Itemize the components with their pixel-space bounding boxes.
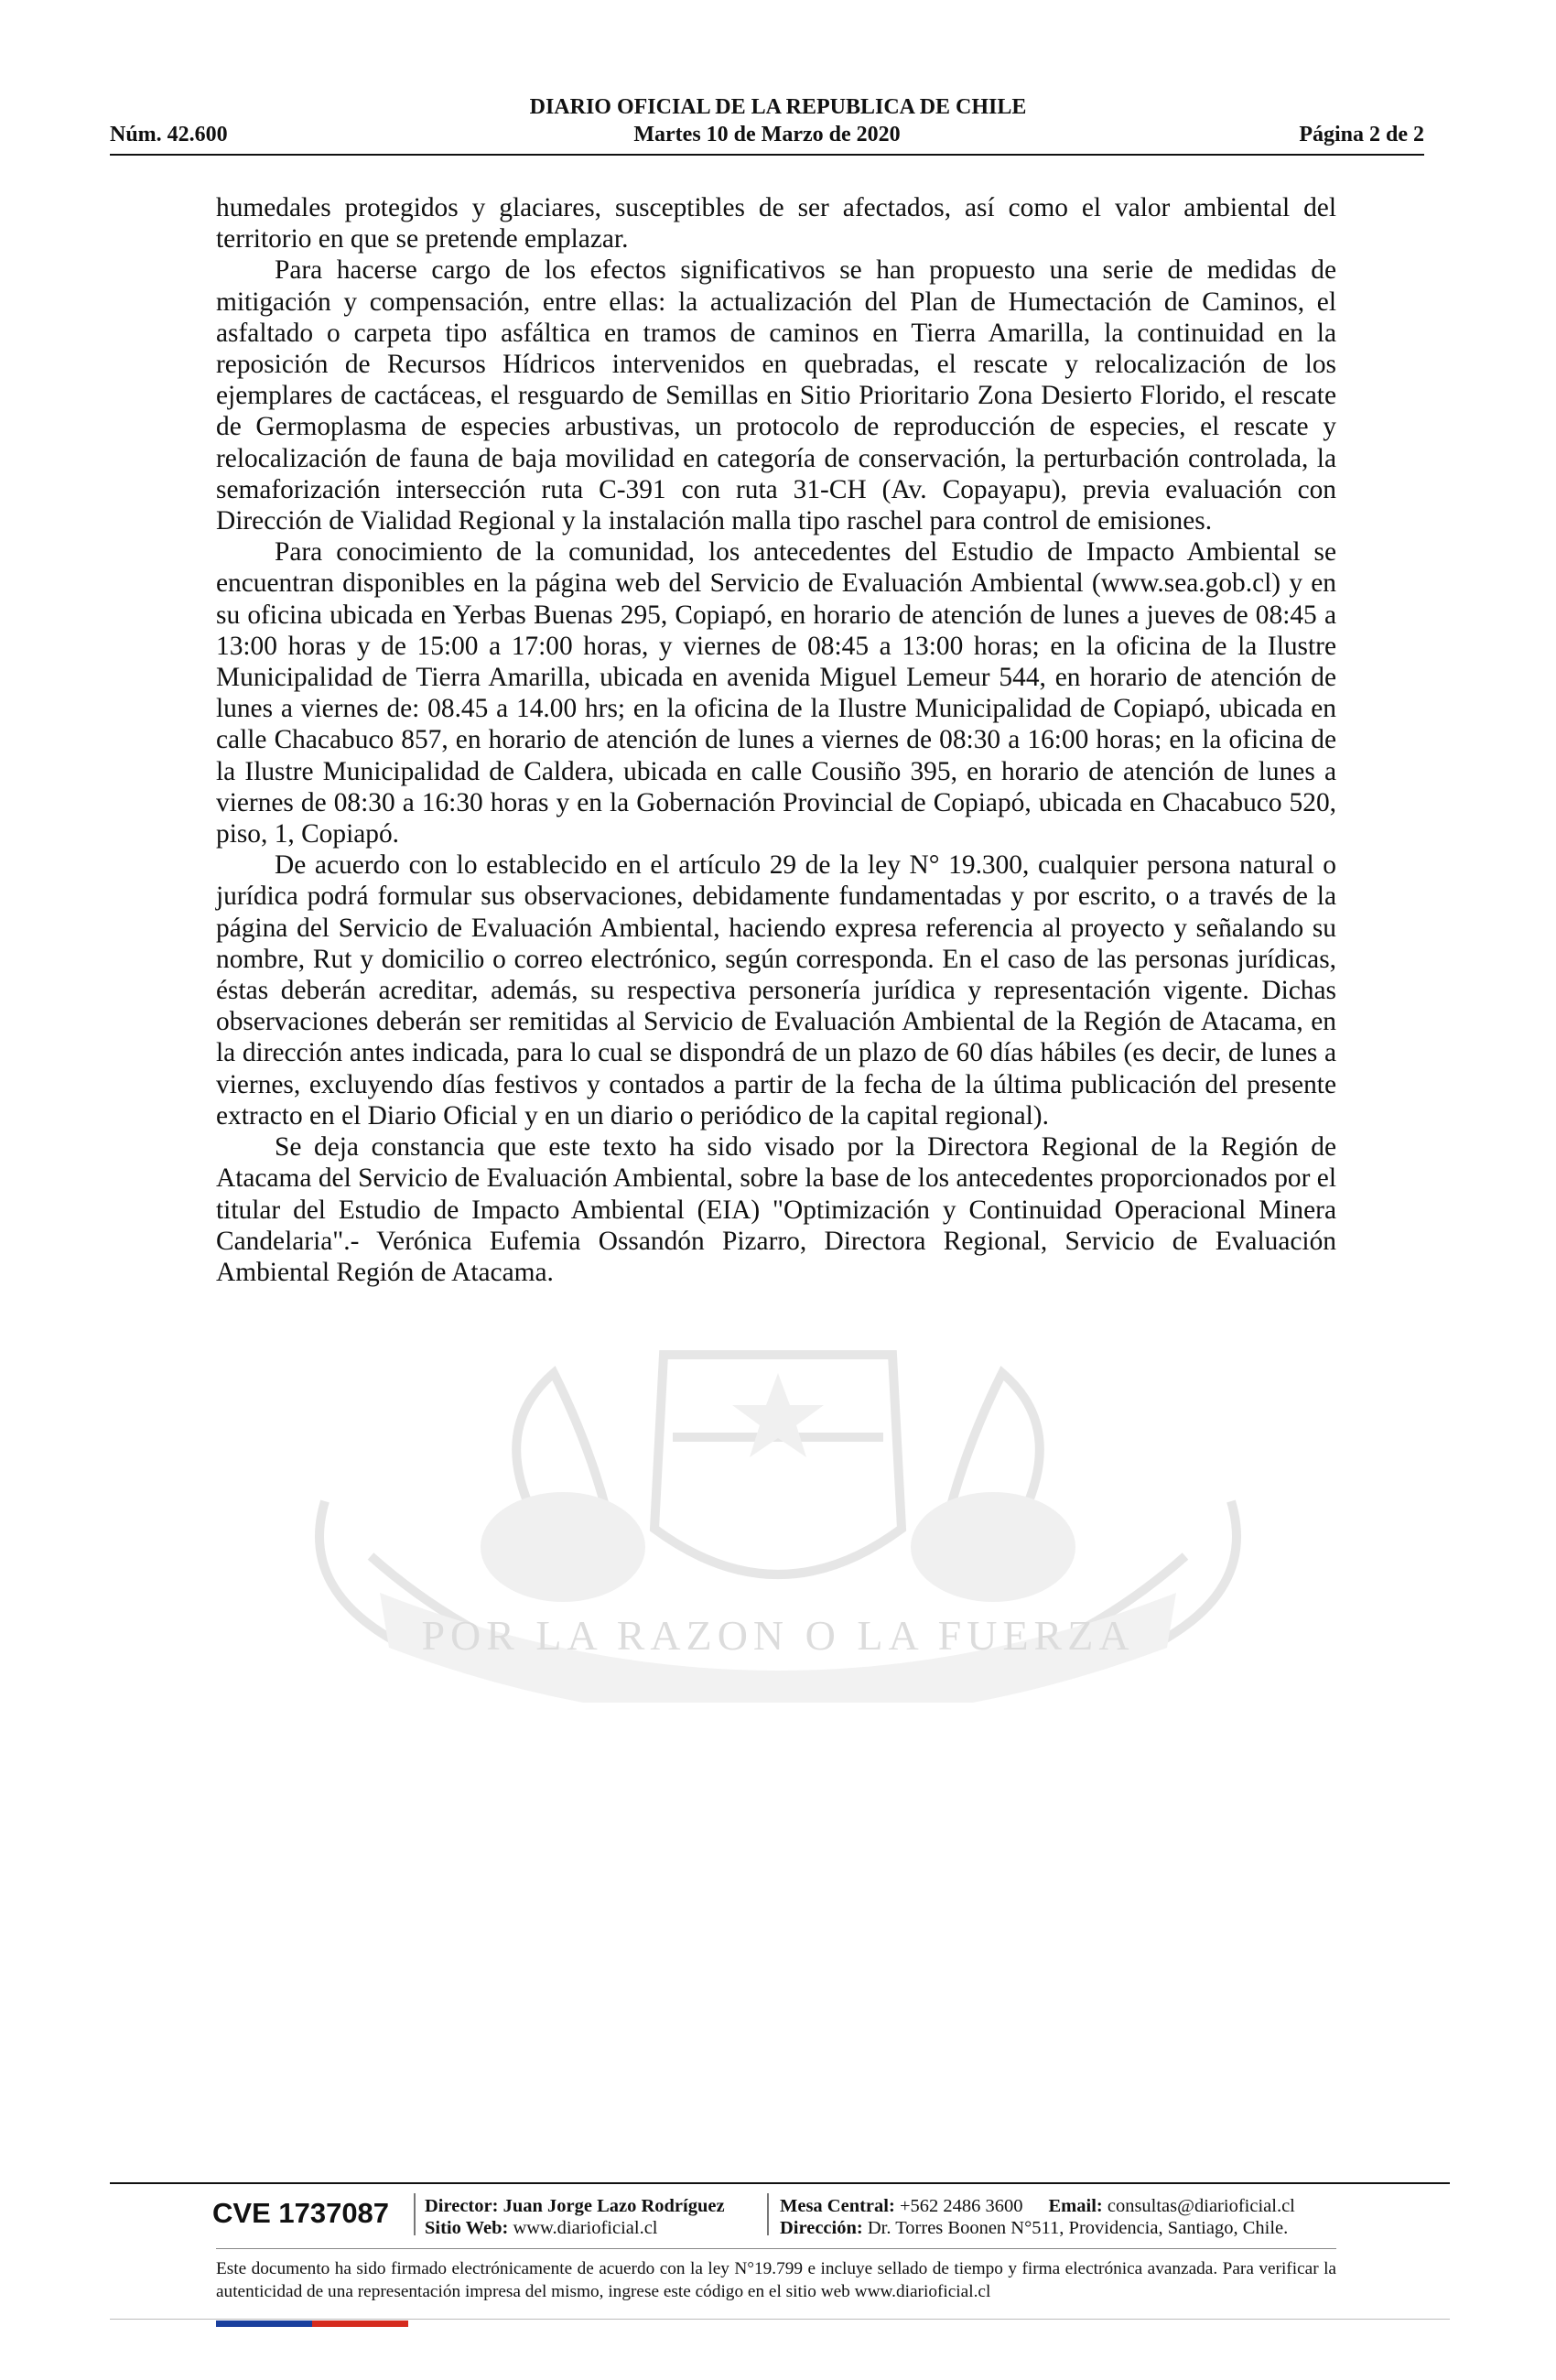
signature-notice: Este documento ha sido firmado electrónicamente de acuerdo con la ley N°19.799 e incluye sellado de tiempo y firma electrónica avanzada. Para verificar la autenticidad de una representación impresa del mismo, ingrese este código en el sitio web www.diarioficial.cl xyxy=(216,2259,1336,2301)
newspaper-title: DIARIO OFICIAL DE LA REPUBLICA DE CHILE xyxy=(529,95,1027,119)
flag-blue-stripe xyxy=(216,2320,312,2327)
paragraph: Para conocimiento de la comunidad, los antecedentes del Estudio de Impacto Ambiental se encuentran disponibles en la página web del Servicio de Evaluación Ambiental (www.sea.gob.cl) y en su oficina ubicada en Yerbas Buenas 295, Copiapó, en horario de atención de lunes a jueves de 08:45 a 13:00 horas y de 15:00 a 17:00 horas, y viernes de 08:45 a 13:00 horas; en la oficina de la Ilustre Municipalidad de Tierra Amarilla, ubicada en avenida Miguel Lemeur 544, en horario de atención de lunes a viernes de: 08.45 a 14.00 hrs; en la oficina de la Ilustre Municipalidad de Copiapó, ubicada en calle Chacabuco 857, en horario de atención de lunes a viernes de 08:30 a 16:00 horas; en la oficina de la Ilustre Municipalidad de Caldera, ubicada en calle Cousiño 395, en horario de atención de lunes a viernes de 08:30 a 16:30 horas y en la Gobernación Provincial de Copiapó, ubicada en Chacabuco 520, piso, 1, Copiapó. xyxy=(216,537,1336,849)
phone-number: +562 2486 3600 xyxy=(899,2196,1023,2216)
email-label: Email: xyxy=(1048,2196,1103,2216)
flag-red-stripe xyxy=(312,2320,408,2327)
address-label: Dirección: xyxy=(780,2218,863,2238)
issue-date: Martes 10 de Marzo de 2020 xyxy=(633,123,901,146)
paragraph: De acuerdo con lo establecido en el artículo 29 de la ley N° 19.300, cualquier persona natural o jurídica podrá formular sus observaciones, debidamente fundamentadas y por escrito, o a través de la página del Servicio de Evaluación Ambiental, haciendo expresa referencia al proyecto y señalando su nombre, Rut y domicilio o correo electrónico, según corresponda. En el caso de las personas jurídicas, éstas deberán acreditar, además, su respectiva personería jurídica y representación vigente. Dichas observaciones deberán ser remitidas al Servicio de Evaluación Ambiental de la Región de Atacama, en la dirección antes indicada, para lo cual se dispondrá de un plazo de 60 días hábiles (es decir, de lunes a viernes, excluyendo días festivos y contados a partir de la fecha de la última publicación del presente extracto en el Diario Oficial y en un diario o periódico de la capital regional). xyxy=(216,850,1336,1130)
footer-divider xyxy=(110,2182,1450,2184)
address-value: Dr. Torres Boonen N°511, Providencia, Santiago, Chile. xyxy=(867,2218,1289,2238)
director-name: Juan Jorge Lazo Rodríguez xyxy=(502,2196,725,2216)
coat-of-arms-watermark xyxy=(261,1318,1295,1703)
page-indicator: Página 2 de 2 xyxy=(1299,123,1424,146)
paragraph: Para hacerse cargo de los efectos significativos se han propuesto una serie de medidas de mitigación y compensación, entre ellas: la actualización del Plan de Humectación de Caminos, el asfaltado o carpeta tipo asfáltica en tramos de caminos en Tierra Amarilla, la continuidad en la reposición de Recursos Hídricos intervenidos en quebradas, el rescate y relocalización de los ejemplares de cactáceas, el resguardo de Semillas en Sitio Prioritario Zona Desierto Florido, el rescate de Germoplasma de especies arbustivas, un protocolo de reproducción de especies, el rescate y relocalización de fauna de baja movilidad en categoría de conservación, la perturbación controlada, la semaforización intersección ruta C-391 con ruta 31-CH (Av. Copayapu), previa evaluación con Dirección de Vialidad Regional y la instalación malla tipo raschel para control de emisiones. xyxy=(216,255,1336,536)
footer-contact-block xyxy=(780,2195,1295,2239)
watermark-motto: POR LA RAZON O LA FUERZA xyxy=(421,1612,1135,1659)
paragraph: humedales protegidos y glaciares, susceptibles de ser afectados, así como el valor ambiental del territorio en que se pretende emplazar. xyxy=(216,193,1336,254)
email-link[interactable]: consultas@diarioficial.cl xyxy=(1107,2196,1295,2216)
director-label: Director: xyxy=(425,2196,499,2216)
website-link[interactable]: www.diarioficial.cl xyxy=(513,2218,658,2238)
website-label: Sitio Web: xyxy=(425,2218,509,2238)
flag-stripe xyxy=(216,2320,408,2327)
phone-label: Mesa Central: xyxy=(780,2196,895,2216)
issue-number: Núm. 42.600 xyxy=(110,123,228,146)
footer-director-block xyxy=(425,2195,725,2239)
footer-separator xyxy=(767,2193,769,2235)
article-body xyxy=(216,192,1336,1288)
footer-bottom-divider xyxy=(110,2319,1450,2320)
paragraph: Se deja constancia que este texto ha sido visado por la Directora Regional de la Región de Atacama del Servicio de Evaluación Ambiental, sobre la base de los antecedentes proporcionados por el titular del Estudio de Impacto Ambiental (EIA) "Optimización y Continuidad Operacional Minera Candelaria".- Verónica Eufemia Ossandón Pizarro, Directora Regional, Servicio de Evaluación Ambiental Región de Atacama. xyxy=(216,1132,1336,1287)
footer-separator xyxy=(414,2193,416,2235)
cve-code: CVE 1737087 xyxy=(212,2197,390,2229)
header-divider xyxy=(110,154,1424,156)
footer-inner-divider xyxy=(216,2248,1336,2249)
